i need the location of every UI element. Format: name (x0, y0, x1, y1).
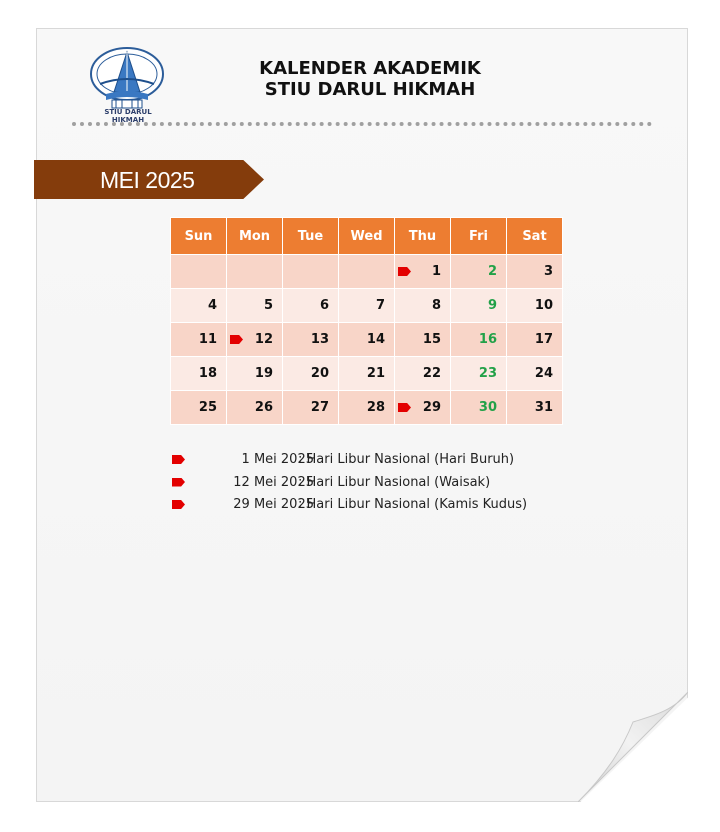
month-label: MEI 2025 (100, 167, 195, 193)
calendar-day-cell (395, 323, 451, 357)
calendar-week-row (171, 391, 563, 425)
day-number: 16 (478, 332, 497, 347)
day-number: 11 (198, 332, 217, 347)
legend-description: : Hari Libur Nasional (Hari Buruh) (298, 452, 515, 467)
holiday-flag-icon (398, 267, 411, 276)
calendar-day-cell (395, 357, 451, 391)
day-number: 10 (534, 298, 553, 313)
day-number: 21 (366, 366, 385, 381)
calendar-empty-cell (339, 255, 395, 289)
dotted-divider (72, 122, 652, 126)
calendar-day-cell (171, 289, 227, 323)
calendar-week-row (171, 289, 563, 323)
day-number: 2 (487, 264, 497, 279)
day-number: 8 (431, 298, 441, 313)
day-number: 12 (254, 332, 273, 347)
day-number: 15 (422, 332, 441, 347)
day-number: 4 (207, 298, 217, 313)
calendar-day-cell (227, 289, 283, 323)
day-number: 29 (422, 400, 441, 415)
weekday-sun: Sun (171, 218, 227, 255)
calendar-day-cell (171, 391, 227, 425)
weekday-mon: Mon (227, 218, 283, 255)
day-number: 19 (254, 366, 273, 381)
calendar-day-cell (451, 289, 507, 323)
weekday-fri: Fri (451, 218, 507, 255)
day-number: 24 (534, 366, 553, 381)
calendar-day-cell (283, 357, 339, 391)
day-number: 27 (310, 400, 329, 415)
title-line-2: STIU DARUL HIKMAH (264, 79, 476, 100)
weekday-tue: Tue (283, 218, 339, 255)
day-number: 9 (487, 298, 497, 313)
day-number: 13 (310, 332, 329, 347)
calendar-table (170, 217, 563, 425)
calendar-day-cell (451, 391, 507, 425)
calendar-day-cell (339, 357, 395, 391)
calendar-day-cell (507, 255, 563, 289)
calendar-day-cell (171, 357, 227, 391)
calendar-week-row (171, 323, 563, 357)
day-number: 7 (375, 298, 385, 313)
calendar-day-cell (339, 391, 395, 425)
legend-description: : Hari Libur Nasional (Kamis Kudus) (298, 497, 528, 512)
calendar-week-row (171, 255, 563, 289)
weekday-sat: Sat (507, 218, 563, 255)
day-number: 3 (543, 264, 553, 279)
legend-date: 29 Mei 2025 (233, 497, 314, 512)
holiday-flag-icon (230, 335, 243, 344)
calendar-empty-cell (283, 255, 339, 289)
page-curl (578, 692, 688, 802)
day-number: 18 (198, 366, 217, 381)
legend-description: : Hari Libur Nasional (Waisak) (298, 474, 491, 490)
calendar-day-cell (283, 391, 339, 425)
calendar-empty-cell (171, 255, 227, 289)
calendar-day-cell (227, 391, 283, 425)
calendar-day-cell (227, 357, 283, 391)
calendar-day-cell (507, 357, 563, 391)
page-title (190, 58, 550, 100)
calendar-day-cell (395, 255, 451, 289)
calendar-empty-cell (227, 255, 283, 289)
calendar-day-cell (283, 323, 339, 357)
weekday-header-row (171, 218, 563, 255)
calendar-day-cell (227, 323, 283, 357)
calendar-day-cell (339, 289, 395, 323)
calendar-day-cell (451, 357, 507, 391)
calendar-day-cell (507, 323, 563, 357)
weekday-thu: Thu (395, 218, 451, 255)
day-number: 28 (366, 400, 385, 415)
calendar-day-cell (395, 289, 451, 323)
day-number: 5 (263, 298, 273, 313)
calendar-week-row (171, 357, 563, 391)
calendar-day-cell (451, 255, 507, 289)
legend-date: 12 Mei 2025 (233, 474, 314, 490)
day-number: 17 (534, 332, 553, 347)
day-number: 14 (366, 332, 385, 347)
day-number: 31 (534, 400, 553, 415)
title-line-1: KALENDER AKADEMIK (259, 58, 481, 79)
weekday-wed: Wed (339, 218, 395, 255)
calendar-day-cell (507, 289, 563, 323)
logo-caption: STIU DARUL HIKMAH (104, 108, 152, 124)
day-number: 22 (422, 366, 441, 381)
day-number: 25 (198, 400, 217, 415)
holiday-flag-icon (398, 403, 411, 412)
day-number: 6 (319, 298, 329, 313)
day-number: 23 (478, 366, 497, 381)
day-number: 30 (478, 400, 497, 415)
calendar-day-cell (283, 289, 339, 323)
day-number: 26 (254, 400, 273, 415)
calendar-day-cell (507, 391, 563, 425)
legend-date: 1 Mei 2025 (241, 452, 314, 467)
calendar-day-cell (339, 323, 395, 357)
calendar-day-cell (171, 323, 227, 357)
calendar-day-cell (451, 323, 507, 357)
calendar-day-cell (395, 391, 451, 425)
day-number: 20 (310, 366, 329, 381)
day-number: 1 (431, 264, 441, 279)
